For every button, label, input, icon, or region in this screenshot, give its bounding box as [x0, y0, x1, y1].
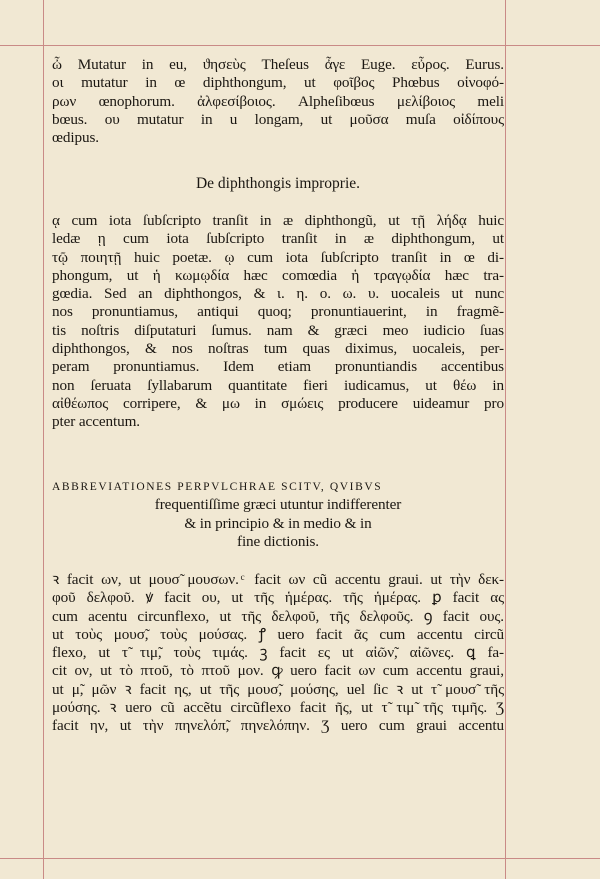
- text-line: τῷ ποιητῇ huic poetæ. ῳ cum iota ſubſcripto tranſit in œ di-: [52, 248, 504, 266]
- text-line: flexo, ut τ̃ τιμ̃, τοὺς τιμάς. ꝫ facit ες ut αἰῶν̃, αἰῶνες. ꝗ fa-: [52, 644, 504, 662]
- paragraph-diphthongs-proper: [52, 56, 504, 147]
- text-line: tis noſtris diſputaturi ſumus. nam & græci meo iudicio ſuas: [52, 321, 504, 339]
- right-margin-rule: [505, 0, 506, 879]
- text-line: ledæ ῃ cum iota ſubſcripto tranſit in æ diphthongum, ut: [52, 230, 504, 248]
- text-line: φοῦ δελφοῦ. ꝟ facit ου, ut τῆς ἡμέρας. τῆς ἡμέρας. ꝑ facit ας: [52, 589, 504, 607]
- top-margin-rule: [0, 45, 600, 46]
- text-line: nos pronuntiamus, antiqui quoq; pronuntiauerint, in fragmẽ-: [52, 303, 504, 321]
- heading-line: fine dictionis.: [236, 532, 320, 550]
- text-line: μούσης. ꝛ uero cũ accẽtu circũflexo facit ῆς, ut τ̃ τιμ̃ τῆς τιμῆς. Ʒ: [52, 699, 504, 717]
- text-line: ὦ Mutatur in eu, ϑησεὺς Theſeus ἆγε Euge. εὖρος. Eurus.: [52, 56, 504, 73]
- text-line: phongum, ut ἡ κωμῳδία hæc comœdia ἡ τραγῳδία hæc tra-: [52, 266, 504, 284]
- text-line: facit ην, ut τὴν πηνελόπ̃, πηνελόπην. Ʒ uero cum graui accentu: [52, 717, 504, 735]
- text-line: bœus. ου mutatur in u longam, ut μοῦσα muſa οἰδίπους: [52, 110, 504, 128]
- paragraph-abbreviations: [52, 571, 504, 736]
- text-line: ᾳ cum iota ſubſcripto tranſit in æ diphthongũ, ut τῇ λήδᾳ huic: [52, 212, 504, 229]
- bottom-margin-rule: [0, 858, 600, 859]
- heading-caps-line: ABBREVIATIONES PERPVLCHRAE SCITV, QVIBVS: [52, 481, 383, 493]
- text-line: peram pronuntiamus. Idem etiam pronuntiandis accentibus: [52, 358, 504, 376]
- text-line: οι mutatur in œ diphthongum, ut φοῖβος Phœbus οἰνοφό-: [52, 74, 504, 92]
- paragraph-diphthongs-improper: [52, 212, 504, 432]
- text-line: diphthongos, & nos noſtras tum quas diximus, uocaleis, per-: [52, 340, 504, 358]
- text-line: œdipus.: [52, 129, 99, 147]
- text-line: αἰθέωπος corripere, & μω in σμώεις producere uideamur pro: [52, 394, 504, 412]
- text-line: ut μ̃, μῶν ꝛ facit ης, ut τῆς μουσ̃, μούσης, uel ſic ꝛ ut τ̃ μουσ̃ τῆς: [52, 680, 504, 698]
- text-line: cit ον, ut τὸ πτοῦ, τὸ πτοῦ μον. ꝙ uero facit ων cum accentu graui,: [52, 662, 504, 680]
- text-line: cum acentu circunflexo, ut τῆς δελφοῦ, τῆς δελφοῦς. ꝯ facit ους.: [52, 607, 504, 625]
- heading-line: frequentiſſime græci utuntur indifferenter: [154, 496, 402, 514]
- text-line: ut τοὺς μουσ̃, τοὺς μούσας. ꝭ uero facit ᾶς cum accentu circũ: [52, 625, 504, 643]
- text-line: ꝛ facit ων, ut μουσ̃ μουσων. ͨ facit ων cũ accentu graui. ut τὴν δεκ-: [52, 571, 504, 588]
- heading-line: & in principio & in medio & in: [184, 514, 372, 532]
- text-line: gœdia. Sed an diphthongos, & ι. η. ο. ω. υ. uocaleis ut nunc: [52, 285, 504, 303]
- left-margin-rule: [43, 0, 44, 879]
- heading-diphthongis-improprie: De diphthongis improprie.: [195, 175, 361, 192]
- text-line: ρων œnophorum. ἀλφεσίβοιος. Alpheſibœus μελίβοιος meli: [52, 92, 504, 110]
- text-line: pter accentum.: [52, 413, 140, 431]
- text-line: non ſeruata ſyllabarum quantitate fieri iudicamus, ut θέω in: [52, 376, 504, 394]
- heading-abbreviations: [52, 478, 504, 551]
